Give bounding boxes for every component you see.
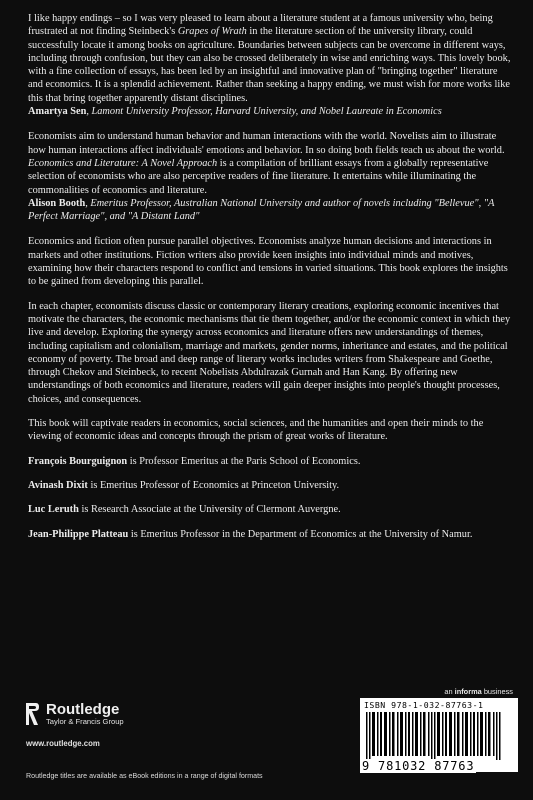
endorsement-booth: Economists aim to understand human behavior and human interactions with the world. Novelists aim to illustrate how human interactions affect individuals' emotions and behavior. In so doing both fields teach us about the world. Economics and Literature: A Novel Approach is a compilation of brilliant essays from a globally representative selection of economists who are also perceptive readers of fine literature. It entertains while illuminating the commonalities of economics and literature. <box>28 131 505 196</box>
isbn-barcode <box>360 698 518 772</box>
barcode-icon <box>364 712 514 760</box>
isbn-label: ISBN 978-1-032-87763-1 <box>364 700 484 710</box>
description-paragraph-1: Economics and fiction often pursue parallel objectives. Economists analyze human decisions and interactions in markets and other institutions. Fiction writers also provide keen insights into individual minds and motives, examining how their characters respond to conflict and tensions in varied situations. This book explores the insights to be gained from developing this parallel. <box>28 236 508 288</box>
author-bio: Luc Leruth is Research Associate at the University of Clermont Auvergne. <box>28 504 341 516</box>
publisher-website[interactable]: www.routledge.com <box>26 739 100 748</box>
endorsement-sen: I like happy endings – so I was very pleased to learn about a literature student at a famous university who, being frustrated at not finding Steinbeck's Grapes of Wrath in the literature section of the university library, could successfully locate it among books on agriculture. Boundaries between subjects can be overcome in different ways, including through confusion, but they can also be crossed deliberately in wise and enriching ways. This lovely book, with a fine collection of essays, has been led by an insightful and innovative plan of "bringing together" literature and economics. It is a splendid achievement. Rather than seeking a happy ending, we must wish for more works like this that bring together apparently distant disciplines. <box>28 13 511 104</box>
author-bio: Jean-Philippe Platteau is Emeritus Professor in the Department of Economics at the University of Namur. <box>28 528 473 540</box>
barcode-digits: 9 781032 87763 <box>362 759 475 773</box>
author-bio: Avinash Dixit is Emeritus Professor of Economics at Princeton University. <box>28 479 340 491</box>
back-cover-text <box>28 12 512 541</box>
routledge-logo-icon <box>26 700 40 728</box>
informa-business-label: an informa business <box>444 687 513 696</box>
ebook-note: Routledge titles are available as eBook editions in a range of digital formats <box>26 772 263 780</box>
publisher-name: Routledge <box>46 700 120 718</box>
description-paragraph-3: This book will captivate readers in economics, social sciences, and the humanities and open their minds to the viewing of economic ideas and concepts through the prism of great works of literature. <box>28 418 484 443</box>
author-bio: François Bourguignon is Professor Emeritus at the Paris School of Economics. <box>28 455 361 467</box>
description-paragraph-2: In each chapter, economists discuss classic or contemporary literary creations, exploring economic incentives that motivate the characters, the economic mechanisms that tie them together, and/or the economic context in which they live and develop. Exploring the synergy across economics and literature offers new understandings of themes, including capitalism and colonialism, marriage and markets, gender norms, inheritance and estates, and the political economy of poverty. The broad and deep range of literary works includes writers from Shakespeare and Goethe, through Chekov and Steinbeck, to recent Nobelists Abdulrazak Gurnah and Han Kang. By offering new understandings of both economics and literature, readers will gain deeper insights into people's thought processes, choices, and consequences. <box>28 300 511 405</box>
endorsement-booth-attribution: Alison Booth, Emeritus Professor, Australian National University and author of novels including "Bellevue", "A Perfect Marriage", and "A Distant Land" <box>28 197 495 223</box>
publisher-group: Taylor & Francis Group <box>46 716 124 726</box>
endorsement-sen-attribution: Amartya Sen, Lamont University Professor, Harvard University, and Nobel Laureate in Economics <box>28 106 442 118</box>
publisher-logo <box>26 700 226 728</box>
